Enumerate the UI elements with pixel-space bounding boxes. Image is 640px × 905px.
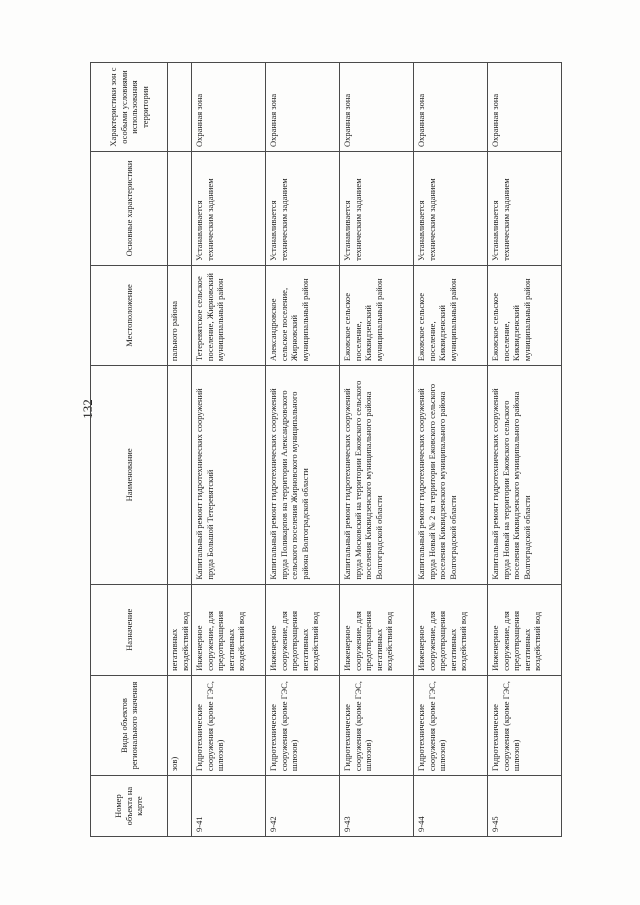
cell-type: Гидротехнические сооружения (кроме ГЭС, шлюзов): [266, 675, 340, 775]
cell-number: 9-44: [414, 776, 488, 837]
cell-number: 9-42: [266, 776, 340, 837]
cont-number: [168, 776, 192, 837]
cell-name: Капитальный ремонт гидротехнических сооружений пруда Новый № 2 на территории Ежовского сельского поселения Киквидзенского муниципального района Волгоградской области: [414, 366, 488, 585]
cell-zones: Охранная зона: [414, 63, 488, 152]
table-row: [340, 63, 414, 837]
cell-purpose: Инженерное сооружение, для предотвращения негативных воздействий вод: [488, 584, 562, 675]
cell-characteristics: Устанавливается техническим заданием: [266, 152, 340, 266]
header-name: Наименование: [91, 366, 168, 585]
rotated-content: [80, 62, 560, 837]
cell-name: Капитальный ремонт гидротехнических сооружений пруда Новый на территории Ежовского сельского поселения Киквидзенского муниципального района Волгоградской области: [488, 366, 562, 585]
cont-name: [168, 366, 192, 585]
cell-zones: Охранная зона: [340, 63, 414, 152]
header-characteristics: Основные характеристики: [91, 152, 168, 266]
cell-zones: Охранная зона: [488, 63, 562, 152]
cell-number: 9-43: [340, 776, 414, 837]
header-purpose: Назначение: [91, 584, 168, 675]
cell-characteristics: Устанавливается техническим заданием: [192, 152, 266, 266]
continuation-row: [168, 63, 192, 837]
cell-type: Гидротехнические сооружения (кроме ГЭС, шлюзов): [414, 675, 488, 775]
table-row: [414, 63, 488, 837]
table-row: [192, 63, 266, 837]
cell-purpose: Инженерное сооружение, для предотвращения негативных воздействий вод: [266, 584, 340, 675]
cell-zones: Охранная зона: [192, 63, 266, 152]
page-number: 132: [80, 399, 95, 419]
cont-purpose: негативных воздействий вод: [168, 584, 192, 675]
header-location: Местоположение: [91, 265, 168, 365]
cell-purpose: Инженерное сооружение, для предотвращения негативных воздействий вод: [414, 584, 488, 675]
cell-characteristics: Устанавливается техническим заданием: [340, 152, 414, 266]
cell-number: 9-45: [488, 776, 562, 837]
cell-type: Гидротехнические сооружения (кроме ГЭС, шлюзов): [192, 675, 266, 775]
header-type: Виды объектов регионального значения: [91, 675, 168, 775]
cont-zones: [168, 63, 192, 152]
objects-table: [90, 62, 562, 837]
header-zones: Характеристики зон с особыми условиями использования территории: [91, 63, 168, 152]
cont-type: зов): [168, 675, 192, 775]
cell-type: Гидротехнические сооружения (кроме ГЭС, шлюзов): [488, 675, 562, 775]
table-header-row: [91, 63, 168, 837]
cont-characteristics: [168, 152, 192, 266]
table-row: [488, 63, 562, 837]
cell-name: Капитальный ремонт гидротехнических сооружений пруда Поликарпов на территории Александровского сельского поселения Жирновского муниципального района Волгоградской области: [266, 366, 340, 585]
cont-location: пального района: [168, 265, 192, 365]
cell-location: Александровское сельское поселение, Жирновский муниципальный район: [266, 265, 340, 365]
cell-name: Капитальный ремонт гидротехнических сооружений пруда Московский на территории Ежовского сельского поселения Киквидзенского муниципального района Волгоградской области: [340, 366, 414, 585]
cell-characteristics: Устанавливается техническим заданием: [488, 152, 562, 266]
cell-zones: Охранная зона: [266, 63, 340, 152]
cell-location: Ежовское сельское поселение, Киквидзенский муниципальный район: [340, 265, 414, 365]
cell-location: Ежовское сельское поселение, Киквидзенский муниципальный район: [488, 265, 562, 365]
cell-purpose: Инженерное сооружение, для предотвращения негативных воздействий вод: [192, 584, 266, 675]
header-number: Номер объекта на карте: [91, 776, 168, 837]
cell-type: Гидротехнические сооружения (кроме ГЭС, шлюзов): [340, 675, 414, 775]
table-row: [266, 63, 340, 837]
cell-characteristics: Устанавливается техническим заданием: [414, 152, 488, 266]
cell-purpose: Инженерное сооружение, для предотвращения негативных воздействий вод: [340, 584, 414, 675]
cell-number: 9-41: [192, 776, 266, 837]
cell-location: Ежовское сельское поселение, Киквидзенский муниципальный район: [414, 265, 488, 365]
cell-location: Тетеревятское сельское поселение, Жирновский муниципальный район: [192, 265, 266, 365]
cell-name: Капитальный ремонт гидротехнических сооружений пруда Большой Тетеревятский: [192, 366, 266, 585]
